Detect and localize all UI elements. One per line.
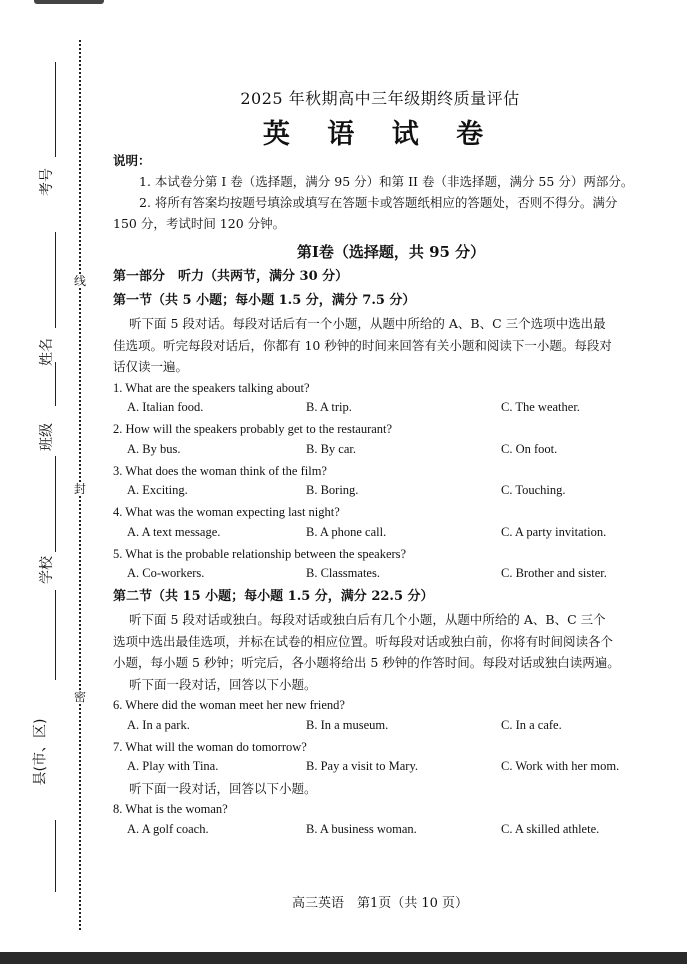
option-a[interactable]: A. In a park. bbox=[127, 717, 190, 732]
seal-word-seal: 封 bbox=[73, 482, 86, 496]
school-blank bbox=[55, 456, 56, 552]
section1-title: 第一节（共 5 小题；每小题 1.5 分，满分 7.5 分） bbox=[113, 293, 416, 308]
scan-corner-mark bbox=[34, 0, 104, 4]
instruction-item-3: 150 分，考试时间 120 分钟。 bbox=[113, 216, 286, 231]
county-blank bbox=[55, 590, 56, 680]
class-blank bbox=[55, 362, 56, 406]
option-a[interactable]: A. A text message. bbox=[127, 524, 221, 539]
option-a[interactable]: A. Exciting. bbox=[127, 483, 188, 497]
option-b[interactable]: B. A phone call. bbox=[306, 524, 387, 539]
scan-bottom-edge bbox=[0, 952, 687, 964]
option-c[interactable]: C. On foot. bbox=[501, 441, 558, 456]
question-8 bbox=[113, 799, 669, 841]
page-footer: 高三英语 第1页（共 10 页） bbox=[291, 896, 469, 911]
option-c[interactable]: C. In a cafe. bbox=[501, 717, 562, 732]
seal-word-secret: 密 bbox=[73, 690, 86, 704]
section1-direction-line: 听下面 5 段对话。每段对话后有一个小题，从题中所给的 A、B、C 三个选项中选出最 bbox=[129, 316, 606, 331]
exam-title: 2025 年秋期高中三年级期终质量评估 bbox=[240, 89, 520, 108]
bottom-blank bbox=[55, 820, 56, 892]
option-a[interactable]: A. Play with Tina. bbox=[127, 759, 219, 773]
section2-direction-line: 选项中选出最佳选项，并标在试卷的相应位置。听每段对话或独白前，你将有时间阅读各个 bbox=[113, 633, 614, 649]
option-c[interactable]: C. Brother and sister. bbox=[501, 566, 607, 580]
option-a[interactable]: A. A golf coach. bbox=[127, 821, 209, 836]
option-c[interactable]: C. A skilled athlete. bbox=[501, 821, 600, 836]
section2-title: 第二节（共 15 小题；每小题 1.5 分，满分 22.5 分） bbox=[113, 589, 434, 604]
name-label: 姓名 bbox=[39, 338, 55, 366]
question-stem: 1. What are the speakers talking about? bbox=[113, 380, 310, 395]
option-b[interactable]: B. Boring. bbox=[306, 483, 359, 497]
question-4 bbox=[113, 502, 669, 544]
exam-number-label: 考号 bbox=[39, 168, 55, 196]
part1-title: 第一部分 听力（共两节，满分 30 分） bbox=[113, 269, 349, 284]
option-b[interactable]: B. A trip. bbox=[306, 400, 352, 414]
section1-direction-line: 话仅读一遍。 bbox=[113, 359, 189, 374]
section2-direction-line: 小题，每小题 5 秒钟；听完后，各小题将给出 5 秒钟的作答时间。每段对话或独白读两遍。 bbox=[113, 655, 620, 670]
option-b[interactable]: B. Classmates. bbox=[306, 566, 380, 580]
option-b[interactable]: B. Pay a visit to Mary. bbox=[306, 759, 419, 773]
option-b[interactable]: B. By car. bbox=[306, 441, 356, 456]
question-6 bbox=[113, 695, 669, 737]
question-stem: 6. Where did the woman meet her new friend? bbox=[113, 698, 345, 712]
option-c[interactable]: C. The weather. bbox=[501, 400, 580, 414]
volume-title: 第Ⅰ卷（选择题，共 95 分） bbox=[296, 243, 486, 261]
group1-note: 听下面一段对话，回答以下小题。 bbox=[129, 676, 317, 692]
option-a[interactable]: A. Co-workers. bbox=[127, 566, 205, 580]
section2-directions bbox=[113, 609, 669, 695]
school-label: 学校 bbox=[39, 556, 55, 584]
question-stem: 4. What was the woman expecting last night? bbox=[113, 505, 340, 519]
question-1 bbox=[113, 378, 669, 420]
option-b[interactable]: B. In a museum. bbox=[306, 717, 389, 732]
instruction-item-2: 2. 将所有答案均按题号填涂或填写在答题卡或答题纸相应的答题处，否则不得分。满分 bbox=[139, 195, 618, 210]
option-c[interactable]: C. A party invitation. bbox=[501, 524, 607, 539]
class-label: 班级 bbox=[39, 423, 55, 451]
section1-directions bbox=[113, 313, 669, 378]
question-2 bbox=[113, 419, 669, 461]
seal-word-line: 线 bbox=[73, 274, 86, 288]
question-3 bbox=[113, 461, 669, 503]
option-a[interactable]: A. By bus. bbox=[127, 441, 181, 456]
question-5 bbox=[113, 544, 669, 586]
instruction-item-1: 1. 本试卷分第 I 卷（选择题，满分 95 分）和第 II 卷（非选择题，满分 55 分）两部分。 bbox=[139, 174, 634, 189]
exam-number-blank bbox=[55, 62, 56, 157]
group2-note: 听下面一段对话，回答以下小题。 bbox=[129, 781, 317, 796]
section1-direction-line: 佳选项。听完每段对话后，你都有 10 秒钟的时间来回答有关小题和阅读下一小题。每段对 bbox=[113, 337, 612, 353]
question-stem: 5. What is the probable relationship between the speakers? bbox=[113, 546, 407, 561]
option-a[interactable]: A. Italian food. bbox=[127, 400, 204, 414]
question-stem: 8. What is the woman? bbox=[113, 802, 228, 816]
option-b[interactable]: B. A business woman. bbox=[306, 821, 417, 836]
question-stem: 3. What does the woman think of the film? bbox=[113, 463, 327, 478]
question-stem: 2. How will the speakers probably get to the restaurant? bbox=[113, 422, 393, 436]
exam-content bbox=[113, 150, 669, 841]
section2-direction-line: 听下面 5 段对话或独白。每段对话或独白后有几个小题，从题中所给的 A、B、C 三个 bbox=[129, 612, 606, 627]
name-blank bbox=[55, 232, 56, 328]
county-label: 县(市、区) bbox=[32, 718, 49, 786]
subject-title: 英 语 试 卷 bbox=[262, 119, 498, 150]
instructions-title: 说明： bbox=[113, 153, 151, 168]
question-stem: 7. What will the woman do tomorrow? bbox=[113, 739, 307, 754]
option-c[interactable]: C. Touching. bbox=[501, 483, 566, 497]
option-c[interactable]: C. Work with her mom. bbox=[501, 759, 620, 773]
question-7 bbox=[113, 737, 669, 779]
